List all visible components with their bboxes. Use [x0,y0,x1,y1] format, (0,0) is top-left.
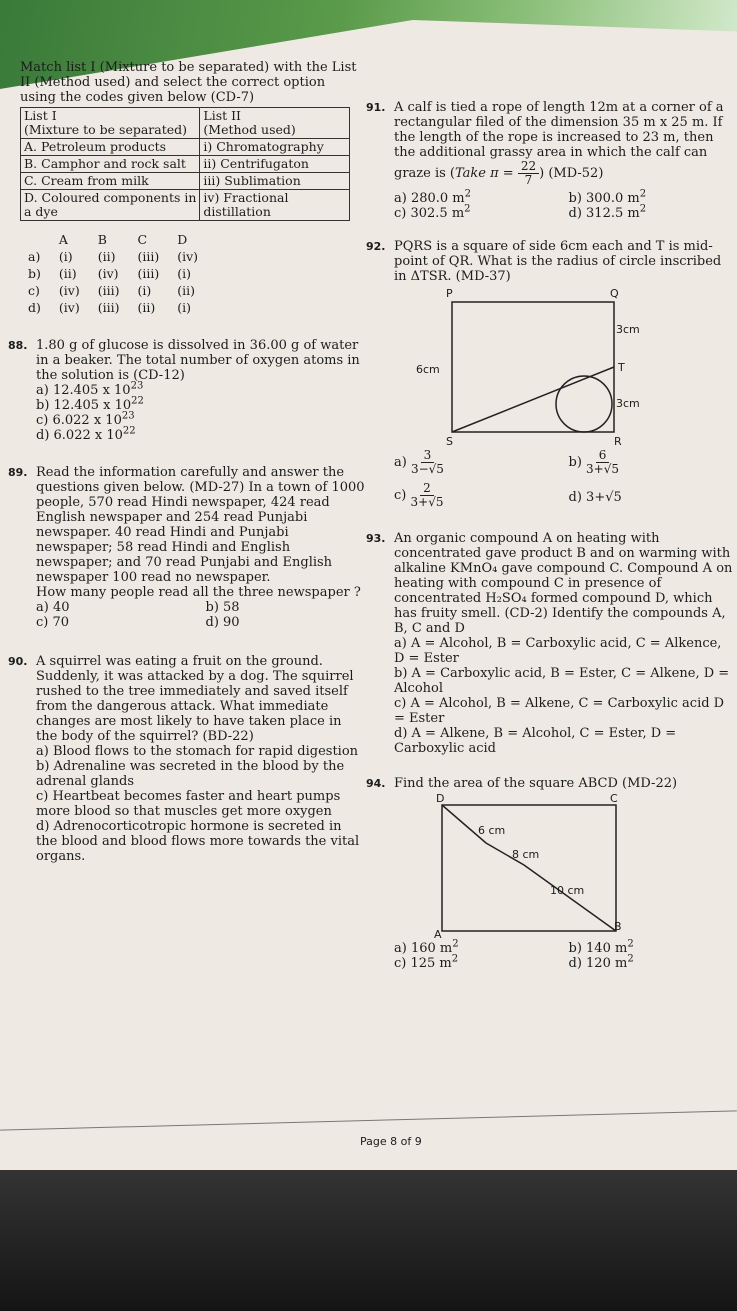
list2-header [200,108,350,139]
option-letter: a) [394,455,407,470]
question-91 [366,100,733,221]
option-letter: d) [568,490,582,505]
list2-subtitle: (Method used) [203,122,296,137]
option-b[interactable] [568,938,734,956]
question-number: 89. [8,466,28,479]
square-pqrs-diagram [394,284,714,449]
code-value: (ii) [177,283,195,298]
numerator: 2 [420,482,434,496]
option-fraction [411,449,444,476]
options [394,938,733,971]
label-r: R [614,435,622,448]
option-letter: d) [28,300,41,315]
option-letter: c) [28,283,40,298]
option-a[interactable]: a) 40 [36,600,70,615]
question-body: A calf is tied a rope of length 12m at a corner of a rectangular filed of the dimension 35 m x 25 m. If the length of the rope is increased to 23 m, then the additional grassy area in which the calf can graze is [394,100,724,181]
exponent: 2 [451,953,459,965]
table-cell: ii) Centrifugaton [200,156,350,173]
exponent: 2 [464,203,471,215]
square-abcd-diagram [394,791,714,941]
code-value: (iv) [58,283,80,298]
numerator: 6 [596,449,610,463]
label-10cm: 10 cm [550,884,585,897]
list2-title: List II [203,108,241,123]
label-t: T [618,361,625,374]
question-text: Find the area of the square ABCD (MD-22) [394,776,678,791]
list1-subtitle: (Mixture to be separated) [24,122,188,137]
option-c[interactable] [36,410,365,428]
code-value: (i) [58,249,73,264]
code-value: (iii) [137,266,160,281]
option-a[interactable] [36,380,365,398]
code-value: (i) [137,283,152,298]
page-number: Page 8 of 9 [360,1135,422,1148]
code-value: (iii) [97,283,120,298]
question-text: A calf is tied a rope of length 12m at a corner of a rectangular filed of the dimension 35 m x 25 m. If the length of the rope is increased to 23 m, then the additional grassy area in which the calf can graze is (Take π = $\frac{22}{7}$ ) (MD-52) [394,100,724,187]
question-text: 1.80 g of glucose is dissolved in 36.00 g of water in a beaker. The total number of oxygen atoms in the solution is (CD-12) [36,338,360,383]
code-option-b[interactable] [20,265,208,282]
options [394,449,733,509]
question-ask: How many people read all the three newspaper ? [36,585,361,600]
code-head: A [58,232,68,247]
question-text: A squirrel was eating a fruit on the ground. Suddenly, it was attacked by a dog. The squirrel rushed to the tree immediately and saved itself from the dangerous attack. What immediate changes are most likely to have taken place in the body of the squirrel? (BD-22) [36,654,354,744]
option-c[interactable] [394,482,559,509]
option-b[interactable]: b) Adrenaline was secreted in the blood by the adrenal glands [36,759,345,789]
option-a[interactable] [394,188,559,206]
option-text: c) 6.022 x 10 [36,413,122,428]
code-head: C [137,232,148,247]
exponent: 22 [122,425,136,437]
code-value: (ii) [58,266,77,281]
code-value: (ii) [137,300,156,315]
option-letter: c) [394,488,407,503]
option-d[interactable] [568,203,734,221]
label-b: B [614,920,622,933]
option-text: c) 125 m [394,956,452,971]
question-88 [8,338,365,443]
code-value: (ii) [97,249,116,264]
option-b[interactable]: b) 58 [205,600,240,615]
exponent: 2 [464,188,472,200]
question-number: 88. [8,339,28,352]
question-94 [366,776,733,971]
option-text: b) 12.405 x 10 [36,398,132,413]
option-d[interactable]: d) 90 [205,615,240,630]
label-8cm: 8 cm [512,848,540,861]
left-column [8,60,365,864]
question-number: 90. [8,655,28,668]
label-top-half: 3cm [616,323,640,336]
label-c: C [610,792,618,805]
denominator: 3−√5 [410,462,444,476]
code-table [20,231,208,316]
option-text: b) 300.0 m [568,191,640,206]
option-text: a) 280.0 m [394,191,465,206]
exponent: 2 [639,188,647,200]
list1-title: List I [24,108,57,123]
exponent: 2 [639,203,647,215]
code-option-a[interactable] [20,248,208,265]
code-value: (i) [177,300,191,315]
code-value: (iv) [177,249,199,264]
code-value: (iv) [58,300,80,315]
question-89 [8,465,365,630]
question-text: Read the information carefully and answer the questions given below. (MD-27) In a town of 1000 people, 570 read Hindi newspaper, 424 read English newspaper and 254 read Punjabi newspaper. 40 read Hindi and Punjabi newspaper; 58 read Hindi and English newspaper; and 70 read Punjabi and English newspaper 100 read no newspaper. [36,465,365,585]
exponent: 22 [131,395,144,407]
question-text: An organic compound A on heating with concentrated gave product B and on warming with alkaline KMnO₄ gave compound C. Compound A on heating with compound C in presence of concentrated H₂SO₄ formed compound D, which has fruity smell. (CD-2) Identify the compounds A, B, C and D [394,531,733,636]
table-cell: iii) Sublimation [200,173,350,190]
question-93 [366,531,733,756]
option-a[interactable]: a) A = Alcohol, B = Carboxylic acid, C = Alkence, D = Ester [394,636,722,666]
label-s: S [446,435,453,448]
square-pqrs-figure [394,284,714,449]
options [36,600,365,630]
code-value: (iii) [97,300,120,315]
option-b[interactable] [36,395,365,413]
exponent: 23 [121,410,135,422]
table-cell: i) Chromatography [200,139,350,156]
option-a[interactable] [394,449,559,476]
option-text: b) 140 m [568,941,628,956]
table-cell: A. Petroleum products [21,139,200,156]
square-abcd-figure [394,791,714,941]
question-87 [20,60,365,316]
option-text: d) 312.5 m [568,206,640,221]
label-p: P [446,287,453,300]
option-text: 3+√5 [586,490,622,505]
table-cell: C. Cream from milk [21,173,200,190]
denominator: 3+√5 [586,462,620,476]
option-letter: b) [28,266,41,281]
exponent: 2 [627,953,634,965]
option-c[interactable]: c) A = Alcohol, B = Alkene, C = Carboxylic acid D = Ester [394,696,725,726]
q87-intro: Match list I (Mixture to be separated) with the List II (Method used) and select the correct option using the codes given below (CD-7) [20,60,357,105]
code-value: (iv) [97,266,119,281]
option-d[interactable]: d) Adrenocorticotropic hormone is secreted in the blood and blood flows more towards the vital organs. [36,819,360,864]
question-number: 92. [366,240,386,253]
list1-header [21,108,200,139]
option-b[interactable]: b) A = Carboxylic acid, B = Ester, C = Alkene, D = Alcohol [394,666,730,696]
option-d[interactable] [569,490,734,509]
option-text: a) 12.405 x 10 [36,383,131,398]
option-d[interactable] [36,425,365,443]
table-cell: iv) Fractional distillation [200,190,350,221]
code-head: B [97,232,107,247]
exponent: 2 [627,938,634,950]
options [394,188,733,221]
option-d[interactable] [568,953,734,971]
option-text: a) 160 m [394,941,453,956]
option-text: c) 302.5 m [394,206,465,221]
option-fraction [586,449,619,476]
option-d[interactable]: d) A = Alkene, B = Alcohol, C = Ester, D = Carboxylic acid [394,726,677,756]
option-fraction [411,482,444,509]
right-column [366,100,733,971]
question-code: (MD-52) [548,166,604,181]
question-number: 91. [366,101,386,114]
label-d: D [436,792,445,805]
label-q: Q [610,287,619,300]
question-number: 93. [366,532,386,545]
label-a: A [434,928,442,941]
question-number: 94. [366,777,386,790]
label-bottom-half: 3cm [616,397,640,410]
numerator: 3 [421,449,435,463]
code-head: D [177,232,188,247]
option-c[interactable]: c) 70 [36,615,70,630]
exponent: 23 [130,380,144,392]
code-option-d[interactable] [20,299,208,316]
option-text: d) 120 m [568,956,628,971]
option-b[interactable] [568,188,734,206]
denominator: 7 [524,173,533,187]
code-value: (i) [177,266,191,281]
option-letter: a) [28,249,41,264]
numerator: 22 [518,160,539,174]
match-table [20,107,350,221]
option-a[interactable] [394,938,559,956]
table-cell: B. Camphor and rock salt [21,156,200,173]
option-c[interactable] [394,203,559,221]
exponent: 2 [452,938,459,950]
question-text: PQRS is a square of side 6cm each and T is mid-point of QR. What is the radius of circle inscribed in ΔTSR. (MD-37) [394,239,722,284]
pi-note: Take π = [455,166,514,181]
pi-fraction [518,160,539,187]
option-text: d) 6.022 x 10 [36,428,123,443]
question-90 [8,654,365,864]
code-value: (iii) [137,249,160,264]
label-side: 6cm [416,363,440,376]
option-letter: b) [568,455,582,470]
option-a[interactable]: a) Blood flows to the stomach for rapid digestion [36,744,359,759]
option-b[interactable] [569,449,734,476]
label-6cm: 6 cm [478,824,506,837]
code-option-c[interactable] [20,282,208,299]
table-cell: D. Coloured components in a dye [21,190,200,221]
option-c[interactable] [394,953,559,971]
denominator: 3+√5 [410,495,444,509]
question-92 [366,239,733,509]
option-c[interactable]: c) Heartbeat becomes faster and heart pumps more blood so that muscles get more oxygen [36,789,341,819]
